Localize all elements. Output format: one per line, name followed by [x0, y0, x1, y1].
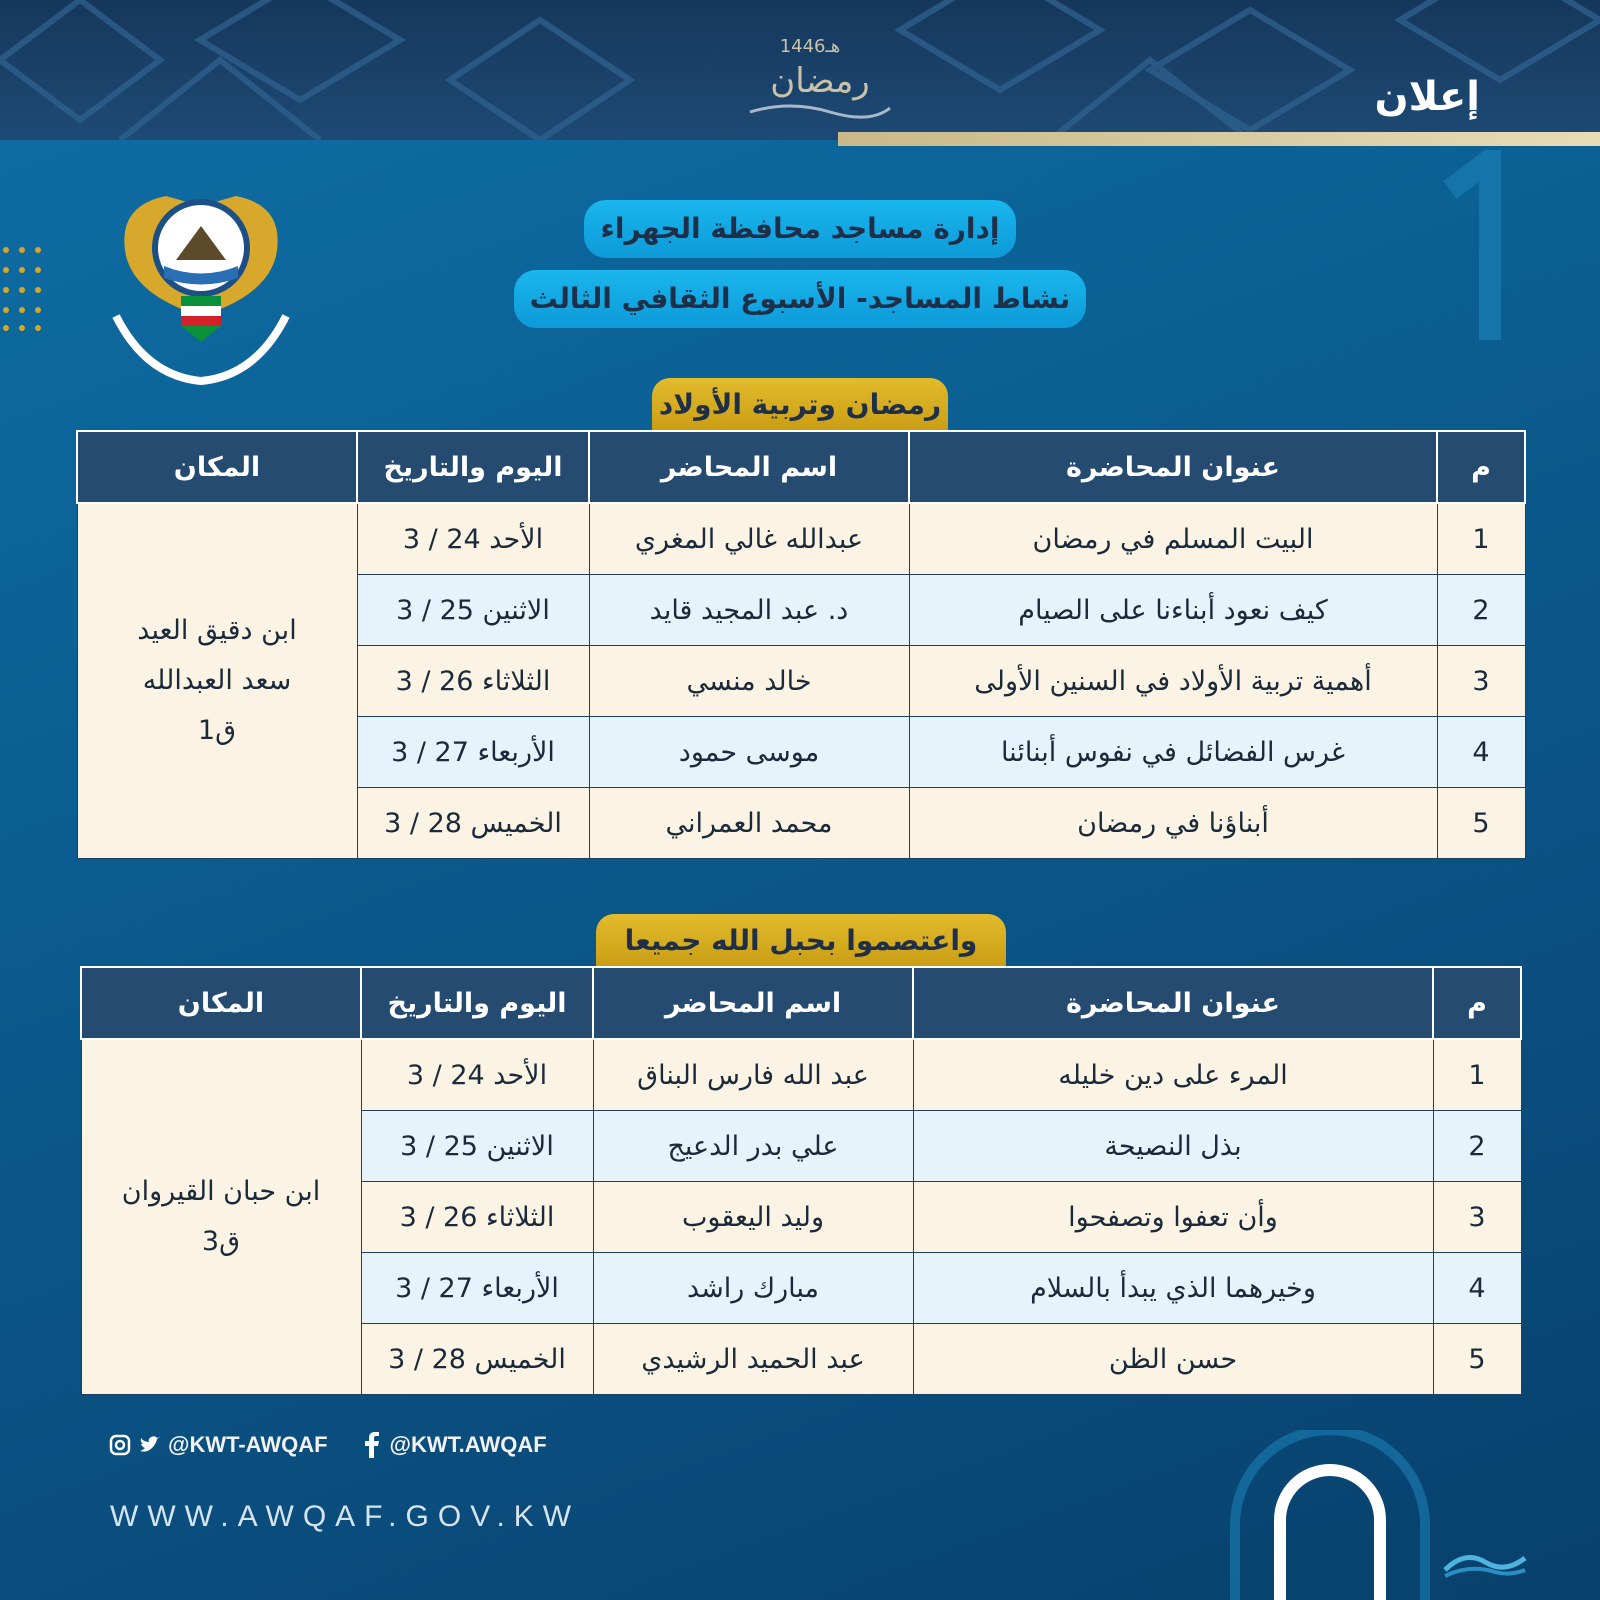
row-title: المرء على دين خليله	[913, 1039, 1433, 1111]
row-num: 3	[1437, 646, 1525, 717]
row-lecturer: مبارك راشد	[593, 1253, 913, 1324]
place-line: ابن حبان القيروان	[121, 1176, 321, 1207]
col-title: عنوان المحاضرة	[909, 431, 1437, 503]
dots-decoration	[0, 244, 50, 334]
row-num: 4	[1433, 1253, 1521, 1324]
row-lecturer: عبدالله غالي المغري	[589, 503, 909, 575]
row-num: 2	[1437, 575, 1525, 646]
section-title-2: واعتصموا بحبل الله جميعا	[596, 914, 1006, 968]
row-lecturer: عبد الله فارس البناق	[593, 1039, 913, 1111]
twitter-icon[interactable]	[138, 1433, 162, 1457]
website-link[interactable]: WWW.AWQAF.GOV.KW	[110, 1500, 581, 1533]
department-heading: إدارة مساجد محافظة الجهراء	[584, 200, 1016, 258]
place-line: ق3	[201, 1226, 241, 1257]
row-date: الثلاثاء 26 / 3	[357, 646, 589, 717]
col-lecturer: اسم المحاضر	[589, 431, 909, 503]
row-lecturer: محمد العمراني	[589, 788, 909, 859]
row-title: البيت المسلم في رمضان	[909, 503, 1437, 575]
row-date: الخميس 28 / 3	[361, 1324, 593, 1395]
row-date: الاثنين 25 / 3	[361, 1111, 593, 1182]
place-line: سعد العبدالله	[142, 665, 292, 696]
instagram-icon[interactable]	[108, 1433, 132, 1457]
row-title: أهمية تربية الأولاد في السنين الأولى	[909, 646, 1437, 717]
row-num: 5	[1437, 788, 1525, 859]
row-date: الثلاثاء 26 / 3	[361, 1182, 593, 1253]
table-header-row	[77, 431, 1525, 503]
row-date: الأربعاء 27 / 3	[357, 717, 589, 788]
place-cell	[77, 503, 357, 859]
col-title: عنوان المحاضرة	[913, 967, 1433, 1039]
col-date: اليوم والتاريخ	[357, 431, 589, 503]
row-num: 1	[1433, 1039, 1521, 1111]
row-title: وخيرهما الذي يبدأ بالسلام	[913, 1253, 1433, 1324]
row-date: الخميس 28 / 3	[357, 788, 589, 859]
table-header-row	[81, 967, 1521, 1039]
section-title-1: رمضان وتربية الأولاد	[652, 378, 948, 432]
row-title: كيف نعود أبناءنا على الصيام	[909, 575, 1437, 646]
row-date: الأحد 24 / 3	[357, 503, 589, 575]
place-cell	[81, 1039, 361, 1395]
col-num: م	[1437, 431, 1525, 503]
row-title: أبناؤنا في رمضان	[909, 788, 1437, 859]
row-num: 5	[1433, 1324, 1521, 1395]
table-row	[77, 503, 1525, 575]
arch-icon	[1230, 1430, 1430, 1600]
row-lecturer: وليد اليعقوب	[593, 1182, 913, 1253]
row-lecturer: خالد منسي	[589, 646, 909, 717]
col-num: م	[1433, 967, 1521, 1039]
row-date: الأحد 24 / 3	[361, 1039, 593, 1111]
ramadan-year: 1446هـ	[779, 36, 841, 57]
col-date: اليوم والتاريخ	[361, 967, 593, 1039]
social-handles	[108, 1432, 547, 1458]
col-place: المكان	[81, 967, 361, 1039]
row-title: بذل النصيحة	[913, 1111, 1433, 1182]
row-title: غرس الفضائل في نفوس أبنائنا	[909, 717, 1437, 788]
row-num: 2	[1433, 1111, 1521, 1182]
row-lecturer: عبد الحميد الرشيدي	[593, 1324, 913, 1395]
facebook-icon[interactable]	[360, 1433, 384, 1457]
handle-instagram-twitter[interactable]: @KWT-AWQAF	[168, 1432, 328, 1457]
row-num: 4	[1437, 717, 1525, 788]
place-line: ق1	[197, 715, 237, 746]
row-date: الأربعاء 27 / 3	[361, 1253, 593, 1324]
kuwait-emblem-icon	[106, 186, 296, 386]
place-line: ابن دقيق العيد	[137, 615, 297, 646]
activity-heading: نشاط المساجد- الأسبوع الثقافي الثالث	[514, 270, 1086, 328]
row-lecturer: موسى حمود	[589, 717, 909, 788]
row-date: الاثنين 25 / 3	[357, 575, 589, 646]
col-lecturer: اسم المحاضر	[593, 967, 913, 1039]
ramadan-word: رمضان	[770, 61, 870, 101]
row-title: وأن تعفوا وتصفحوا	[913, 1182, 1433, 1253]
campaign-badge-icon	[1440, 1540, 1530, 1580]
row-lecturer: علي بدر الدعيج	[593, 1111, 913, 1182]
handle-facebook[interactable]: @KWT.AWQAF	[389, 1432, 547, 1457]
schedule-table-2	[80, 966, 1522, 1395]
announcement-label: إعلان	[1374, 74, 1480, 120]
table-row	[81, 1039, 1521, 1111]
ramadan-crescent-icon	[680, 20, 900, 140]
row-title: حسن الظن	[913, 1324, 1433, 1395]
week-number-decoration	[1440, 150, 1520, 350]
gold-divider-line	[838, 132, 1600, 146]
row-num: 1	[1437, 503, 1525, 575]
schedule-table-1	[76, 430, 1526, 859]
col-place: المكان	[77, 431, 357, 503]
row-num: 3	[1433, 1182, 1521, 1253]
row-lecturer: د. عبد المجيد قايد	[589, 575, 909, 646]
